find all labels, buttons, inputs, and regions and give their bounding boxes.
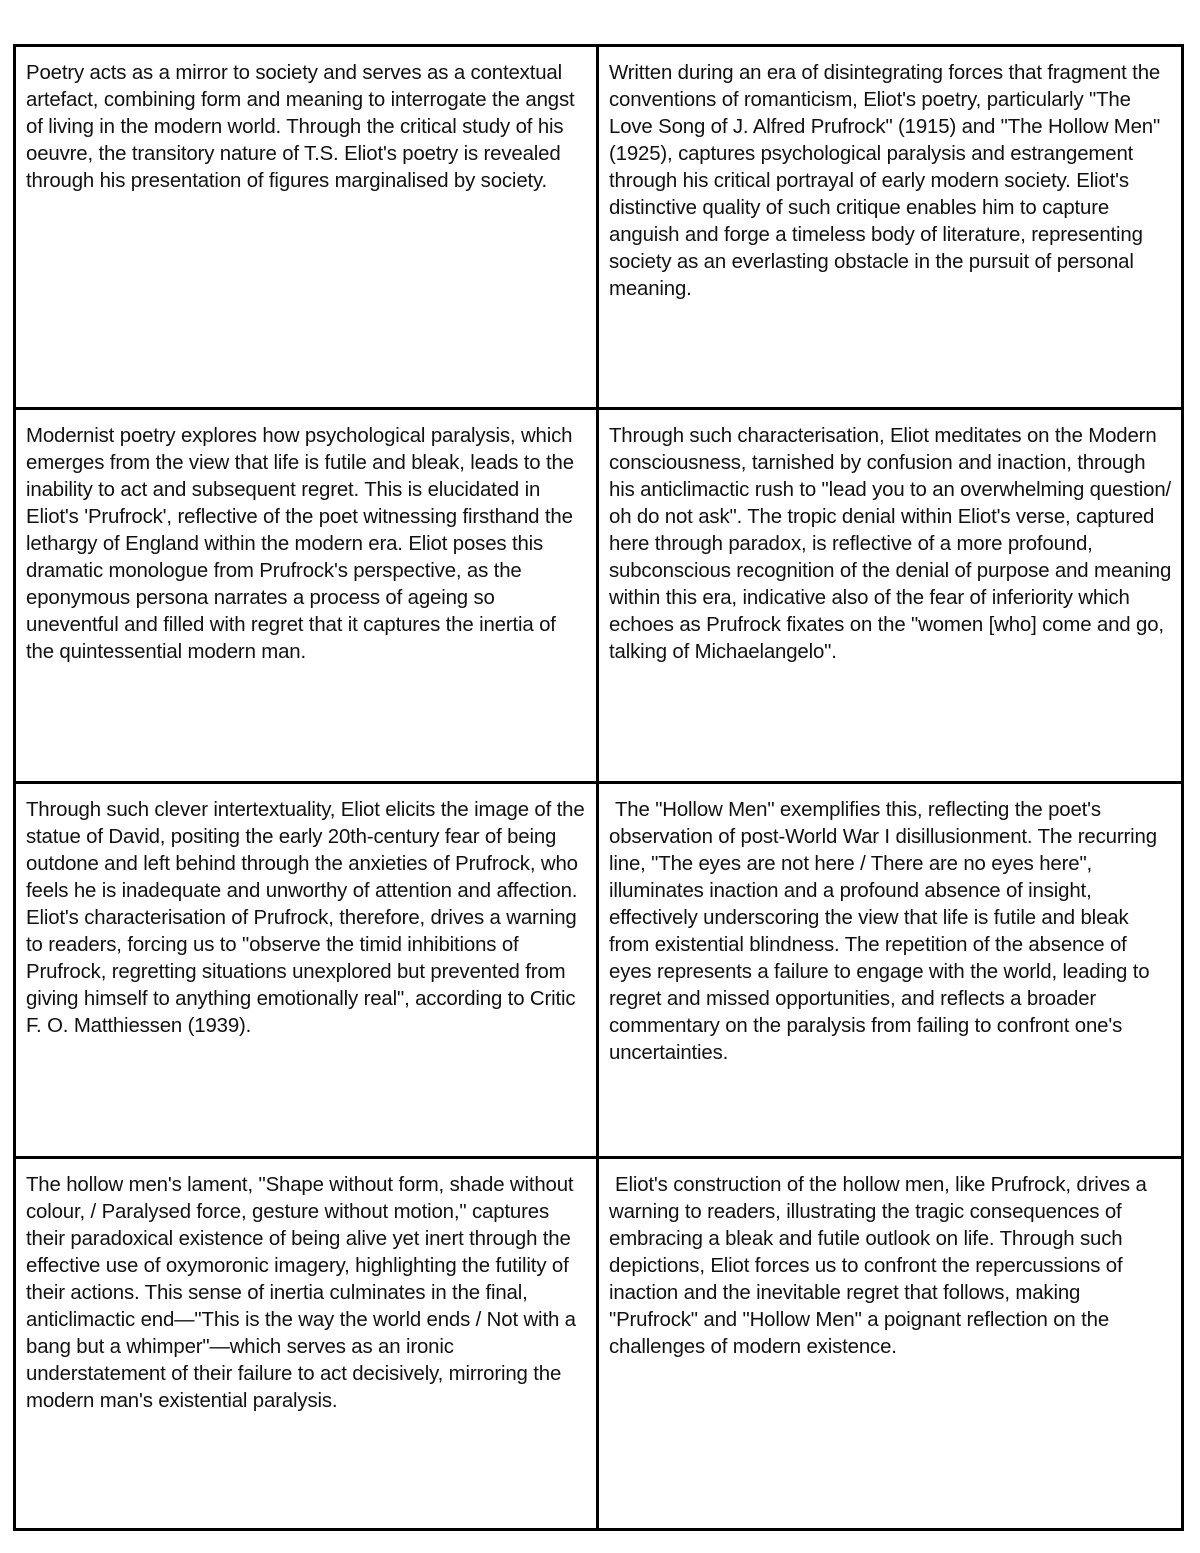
table-cell-r4-c2: Eliot's construction of the hollow men, like Prufrock, drives a warning to readers, illustrating the tragic consequences of embracing a bleak and futile outlook on life. Through such depictions, Eliot forces us to confront the repercussions of inaction and the inevitable regret that follows, making "Prufrock" and "Hollow Men" a poignant reflection on the challenges of modern existence. bbox=[609, 1174, 1147, 1358]
table-cell-r3-c1: Through such clever intertextuality, Eliot elicits the image of the statue of David, positing the early 20th-century fear of being outdone and left behind through the anxieties of Prufrock, who feels he is inadequate and unworthy of attention and affection. Eliot's characterisation of Prufrock, therefore, drives a warning to readers, forcing us to "observe the timid inhibitions of Prufrock, regretting situations unexplored but prevented from giving himself to anything emotionally real", according to Critic F. O. Matthiessen (1939). bbox=[16, 784, 599, 1159]
table-cell-r3-c2: The "Hollow Men" exemplifies this, reflecting the poet's observation of post-World War I disillusionment. The recurring line, "The eyes are not here / There are no eyes here", illuminates inaction and a profound absence of insight, effectively underscoring the view that life is futile and bleak from existential blindness. The repetition of the absence of eyes represents a failure to engage with the world, leading to regret and missed opportunities, and reflects a broader commentary on the paralysis from failing to confront one's uncertainties. bbox=[599, 784, 1181, 1159]
essay-table bbox=[13, 44, 1184, 1531]
table-cell-r2-c1: Modernist poetry explores how psychological paralysis, which emerges from the view that life is futile and bleak, leads to the inability to act and subsequent regret. This is elucidated in Eliot's 'Prufrock', reflective of the poet witnessing firsthand the lethargy of England within the modern era. Eliot poses this dramatic monologue from Prufrock's perspective, as the eponymous persona narrates a process of ageing so uneventful and filled with regret that it captures the inertia of the quintessential modern man. bbox=[16, 410, 599, 784]
table-cell-r1-c2: Written during an era of disintegrating forces that fragment the conventions of romanticism, Eliot's poetry, particularly "The Love Song of J. Alfred Prufrock" (1915) and "The Hollow Men" (1925), captures psychological paralysis and estrangement through his critical portrayal of early modern society. Eliot's distinctive quality of such critique enables him to capture anguish and forge a timeless body of literature, representing society as an everlasting obstacle in the pursuit of personal meaning. bbox=[599, 47, 1181, 410]
table-cell-r1-c1: Poetry acts as a mirror to society and serves as a contextual artefact, combining form and meaning to interrogate the angst of living in the modern world. Through the critical study of his oeuvre, the transitory nature of T.S. Eliot's poetry is revealed through his presentation of figures marginalised by society. bbox=[16, 47, 599, 410]
table-cell-r4-c1: The hollow men's lament, "Shape without form, shade without colour, / Paralysed force, gesture without motion," captures their paradoxical existence of being alive yet inert through the effective use of oxymoronic imagery, highlighting the futility of their actions. This sense of inertia culminates in the final, anticlimactic end—"This is the way the world ends / Not with a bang but a whimper"—which serves as an ironic understatement of their failure to act decisively, mirroring the modern man's existential paralysis. bbox=[16, 1159, 599, 1528]
table-cell-r2-c2: Through such characterisation, Eliot meditates on the Modern consciousness, tarnished by confusion and inaction, through his anticlimactic rush to "lead you to an overwhelming question/ oh do not ask". The tropic denial within Eliot's verse, captured here through paradox, is reflective of a more profound, subconscious recognition of the denial of purpose and meaning within this era, indicative also of the fear of inferiority which echoes as Prufrock fixates on the "women [who] come and go, talking of Michaelangelo". bbox=[599, 410, 1181, 784]
